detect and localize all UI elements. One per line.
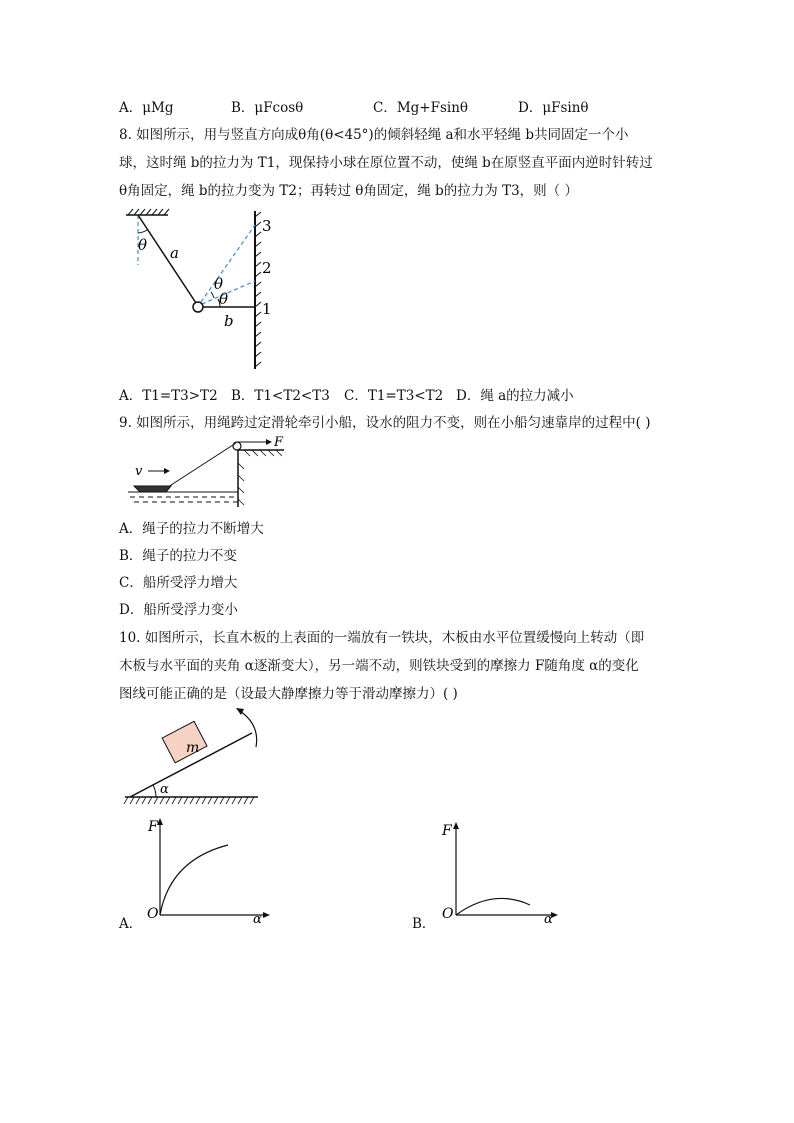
q8-stem-line1: 8. 如图所示，用与竖直方向成θ角(θ<45°)的倾斜轻绳 a和水平轻绳 b共同固定一个小 [119, 127, 629, 143]
q10-graph-b-label: B． [412, 916, 436, 932]
q8-option-a: A．T1=T3>T2 [119, 388, 218, 404]
q9-stem: 9. 如图所示，用绳跨过定滑轮牵引小船，设水的阻力不变，则在小船匀速靠岸的过程中( ) [119, 415, 651, 431]
q7-option-c: C．Mg+Fsinθ [373, 100, 469, 116]
q8-stem-line2: 球，这时绳 b的拉力为 T1，现保持小球在原位置不动，使绳 b在原竖直平面内逆时针转过 [119, 155, 653, 171]
q8-rope-b-label: b [224, 312, 234, 330]
q8-position-1: 1 [262, 300, 272, 318]
q10-graph-b-x-axis: α [544, 912, 553, 925]
q10-stem-line1: 10. 如图所示，长直木板的上表面的一端放有一铁块，木板由水平位置缓慢向上转动（即 [119, 630, 645, 646]
q8-position-2: 2 [262, 259, 272, 277]
q10-mass-label: m [186, 740, 200, 756]
q7-option-b: B．μFcosθ [231, 100, 304, 116]
q9-option-d: D．船所受浮力变小 [119, 602, 238, 618]
q8-figure [118, 203, 288, 373]
q10-stem-line2: 木板与水平面的夹角 α逐渐变大），另一端不动，则铁块受到的摩擦力 F随角度 α的变化 [119, 658, 639, 674]
q8-rope-a-label: a [170, 244, 179, 262]
q10-graph-a-origin: O [147, 906, 159, 922]
q8-option-d: D．绳 a的拉力减小 [456, 388, 574, 404]
q10-stem-line3: 图线可能正确的是（设最大静摩擦力等于滑动摩擦力）( ) [119, 686, 458, 702]
q8-option-c: C．T1=T3<T2 [344, 388, 444, 404]
q10-graph-a-x-axis: α [253, 912, 262, 925]
q7-option-d: D．μFsinθ [518, 100, 589, 116]
q10-graph-a [140, 815, 275, 925]
q8-position-3: 3 [262, 217, 272, 235]
q7-option-a: A．μMg [119, 100, 174, 116]
q8-theta-label-top: θ [138, 236, 148, 254]
q9-figure [126, 433, 291, 508]
q10-graph-a-label: A． [119, 916, 143, 932]
q10-graph-b-origin: O [442, 906, 454, 922]
q10-incline-figure [120, 705, 270, 810]
q8-stem-line3: θ角固定，绳 b的拉力变为 T2；再转过 θ角固定，绳 b的拉力为 T3，则（ ） [119, 183, 578, 199]
q9-option-c: C．船所受浮力增大 [119, 575, 238, 591]
q9-option-a: A．绳子的拉力不断增大 [119, 521, 264, 537]
q8-theta-label-lower: θ [219, 290, 229, 308]
q8-theta-label-upper: θ [214, 275, 224, 293]
q9-force-label: F [274, 435, 284, 450]
q9-option-b: B．绳子的拉力不变 [119, 548, 237, 564]
q10-graph-b-y-axis: F [442, 823, 452, 839]
q10-graph-b [438, 815, 568, 925]
q10-angle-label: α [160, 782, 169, 797]
q10-graph-a-y-axis: F [148, 819, 158, 835]
q8-option-b: B．T1<T2<T3 [231, 388, 330, 404]
q9-velocity-label: v [135, 464, 143, 479]
